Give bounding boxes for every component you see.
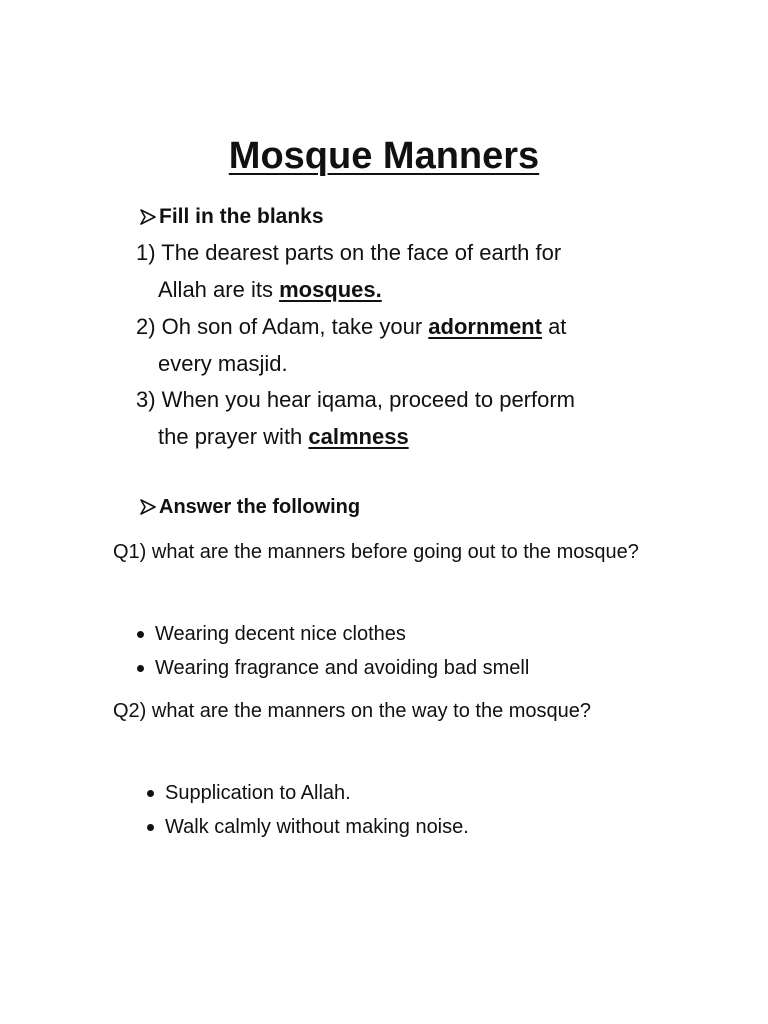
answer-following-heading: Answer the following xyxy=(138,492,360,522)
answer-text: calmness xyxy=(308,424,409,449)
page-title: Mosque Manners xyxy=(228,135,540,177)
bullet-icon xyxy=(147,790,154,797)
bullet-icon xyxy=(137,631,144,638)
question-2-answers xyxy=(145,776,469,844)
arrow-bullet-icon xyxy=(138,497,158,517)
question-1-answers xyxy=(135,617,529,685)
blank-item-3: 3) When you hear iqama, proceed to perform the prayer with calmness xyxy=(136,387,576,449)
list-item: Supplication to Allah. xyxy=(145,776,469,810)
blank-item-1: 1) The dearest parts on the face of earth for Allah are its mosques. xyxy=(136,240,562,302)
answer-text: mosques. xyxy=(279,277,382,302)
fill-in-blanks-heading: Fill in the blanks xyxy=(138,202,324,232)
question-1: Q1) what are the manners before going out to the mosque? xyxy=(113,541,639,563)
list-item: Wearing fragrance and avoiding bad smell xyxy=(135,651,529,685)
bullet-icon xyxy=(137,665,144,672)
question-2: Q2) what are the manners on the way to the mosque? xyxy=(113,700,592,722)
list-item: Walk calmly without making noise. xyxy=(145,810,469,844)
blank-item-2: 2) Oh son of Adam, take your adornment at every masjid. xyxy=(136,314,567,376)
bullet-icon xyxy=(147,824,154,831)
answer-text: adornment xyxy=(428,314,542,339)
arrow-bullet-icon xyxy=(138,207,158,227)
list-item: Wearing decent nice clothes xyxy=(135,617,529,651)
